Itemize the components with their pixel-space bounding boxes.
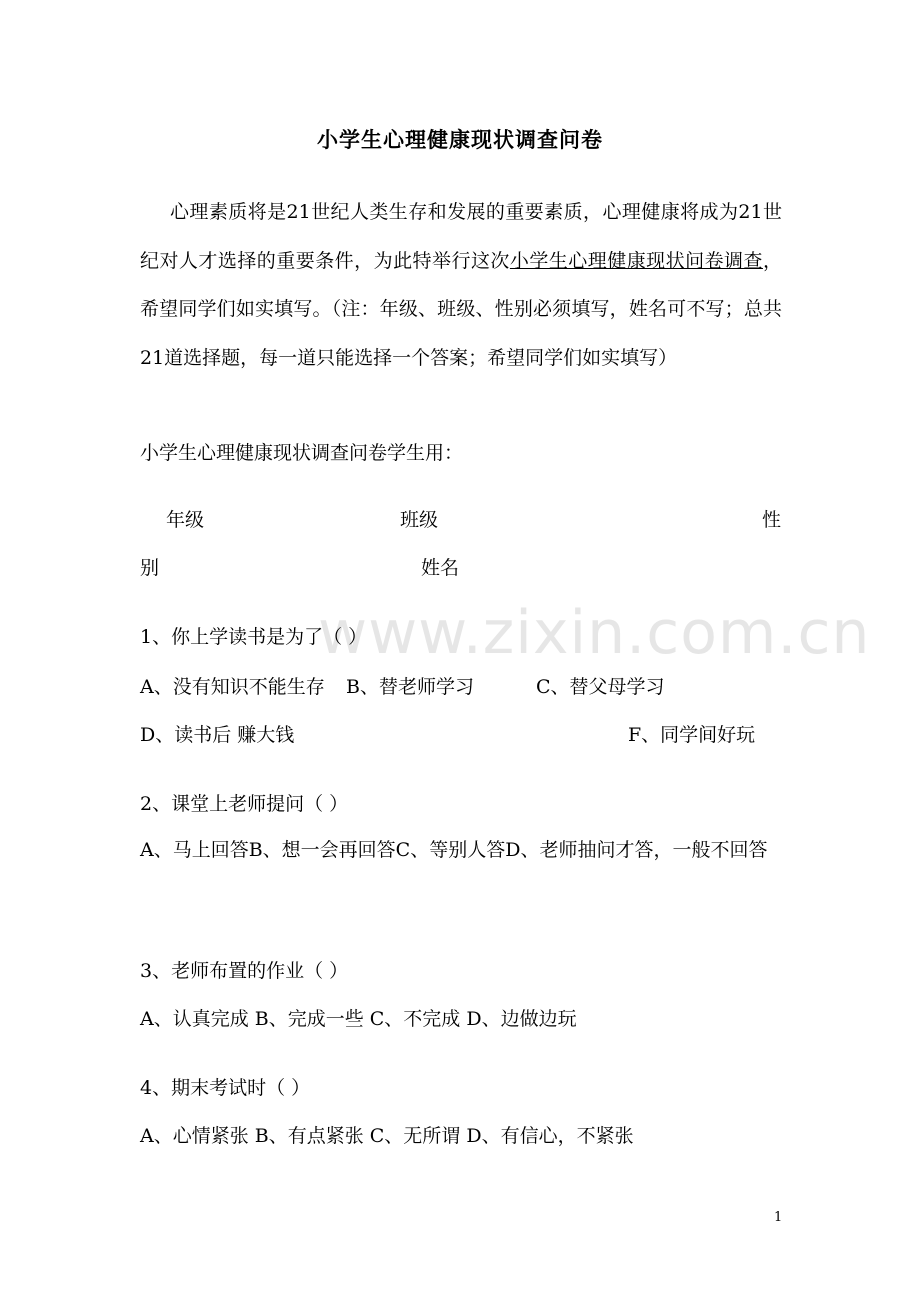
question-3-options: A、认真完成 B、完成一些 C、不完成 D、边做边玩 [140,1008,577,1030]
intro-text-1: 心理素质将是21世纪人类生存和发展的重要素质，心理健康将成为21世纪对人才选择的重要条件，为此特举行这次 [140,201,782,272]
question-1-option-f: F、同学间好玩 [628,724,756,746]
question-1-option-c: C、替父母学习 [536,676,665,698]
question-1-option-d: D、读书后 赚大钱 [140,724,295,746]
gender-label-part1: 性 [762,509,782,531]
question-2: 2、课堂上老师提问（ ） [140,793,349,815]
question-1: 1、你上学读书是为了（ ） [140,626,368,648]
class-label: 班级 [400,509,439,531]
question-4: 4、期末考试时（ ） [140,1077,311,1099]
watermark: www.zixin.com.cn [318,598,871,668]
intro-underlined-text: 小学生心理健康现状问卷调查 [509,249,763,272]
intro-paragraph [140,188,782,382]
subtitle: 小学生心理健康现状调查问卷学生用： [140,442,464,464]
question-2-options: A、马上回答B、想一会再回答C、等别人答D、老师抽问才答，一般不回答 [140,839,768,861]
question-3: 3、老师布置的作业（ ） [140,960,349,982]
question-1-option-a: A、没有知识不能生存 [140,676,325,698]
page-title: 小学生心理健康现状调查问卷 [317,127,603,152]
gender-label-part2: 别 [140,557,160,579]
question-1-option-b: B、替老师学习 [346,676,474,698]
intro-text-2: ，希望同学们如实填写。（注：年级、班级、性别必须填写，姓名可不写；总共21道选择题，每一道只能选择一个答案；希望同学们如实填写） [140,249,782,369]
name-label: 姓名 [421,557,460,579]
grade-label: 年级 [166,509,205,531]
question-4-options: A、心情紧张 B、有点紧张 C、无所谓 D、有信心，不紧张 [140,1125,634,1147]
page-number: 1 [774,1210,783,1225]
